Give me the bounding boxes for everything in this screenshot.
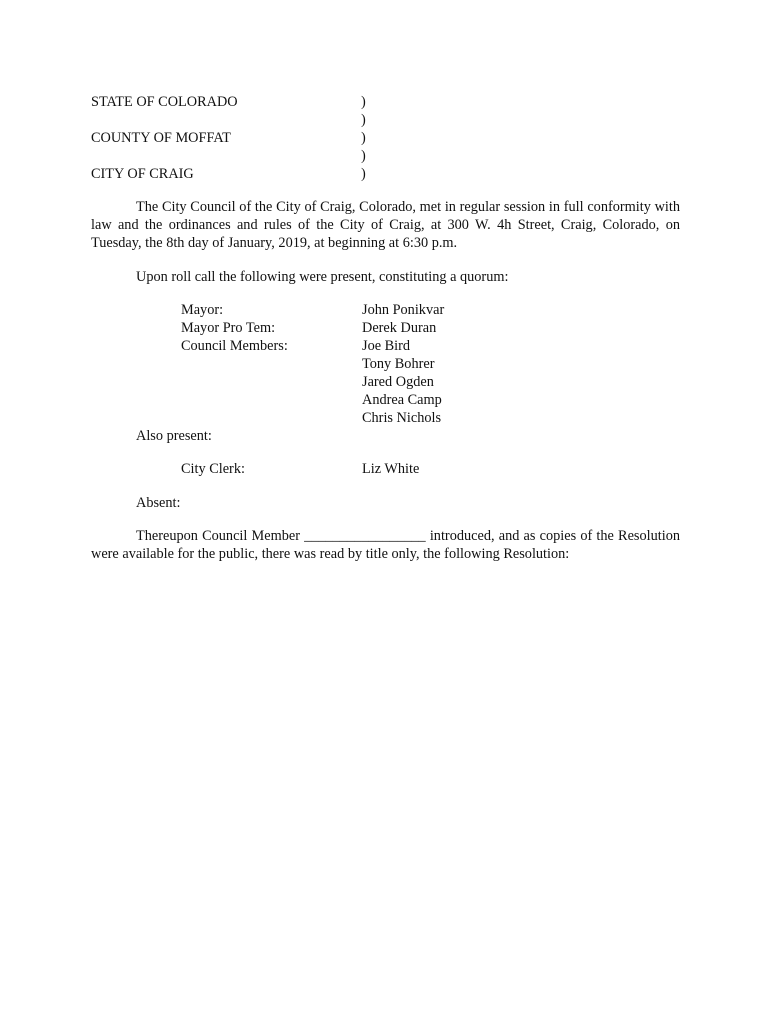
caption-paren: ) [361, 148, 366, 164]
closing-paragraph-text: Thereupon Council Member _________________ introduced, and as copies of the Resolution were available for the public, there was read by title only, the following Resolution: [91, 528, 680, 562]
absent-label: Absent: [136, 495, 181, 511]
council-member-name: Tony Bohrer [362, 356, 435, 372]
city-clerk-name: Liz White [362, 461, 420, 477]
closing-paragraph [91, 527, 680, 563]
mayor-pro-tem-name: Derek Duran [362, 320, 437, 336]
council-members-label: Council Members: [181, 338, 288, 354]
caption-paren: ) [361, 112, 366, 128]
caption-county: COUNTY OF MOFFAT [91, 130, 231, 146]
intro-paragraph-text: The City Council of the City of Craig, Colorado, met in regular session in full conformity with law and the ordinances and rules of the City of Craig, at 300 W. 4h Street, Craig, Colorado, on Tuesday, the 8th day of January, 2019, at beginning at 6:30 p.m. [91, 199, 680, 251]
also-present-label: Also present: [136, 428, 212, 444]
caption-state: STATE OF COLORADO [91, 94, 238, 110]
caption-paren: ) [361, 166, 366, 182]
mayor-pro-tem-label: Mayor Pro Tem: [181, 320, 276, 336]
mayor-label: Mayor: [181, 302, 224, 318]
council-member-name: Chris Nichols [362, 410, 442, 426]
council-member-name: Jared Ogden [362, 374, 434, 390]
caption-city: CITY OF CRAIG [91, 166, 194, 182]
roll-call-text: Upon roll call the following were present, constituting a quorum: [136, 269, 509, 285]
council-member-name: Joe Bird [362, 338, 411, 354]
mayor-name: John Ponikvar [362, 302, 445, 318]
council-member-name: Andrea Camp [362, 392, 442, 408]
intro-paragraph [91, 198, 680, 252]
caption-paren: ) [361, 94, 366, 110]
city-clerk-label: City Clerk: [181, 461, 245, 477]
caption-paren: ) [361, 130, 366, 146]
